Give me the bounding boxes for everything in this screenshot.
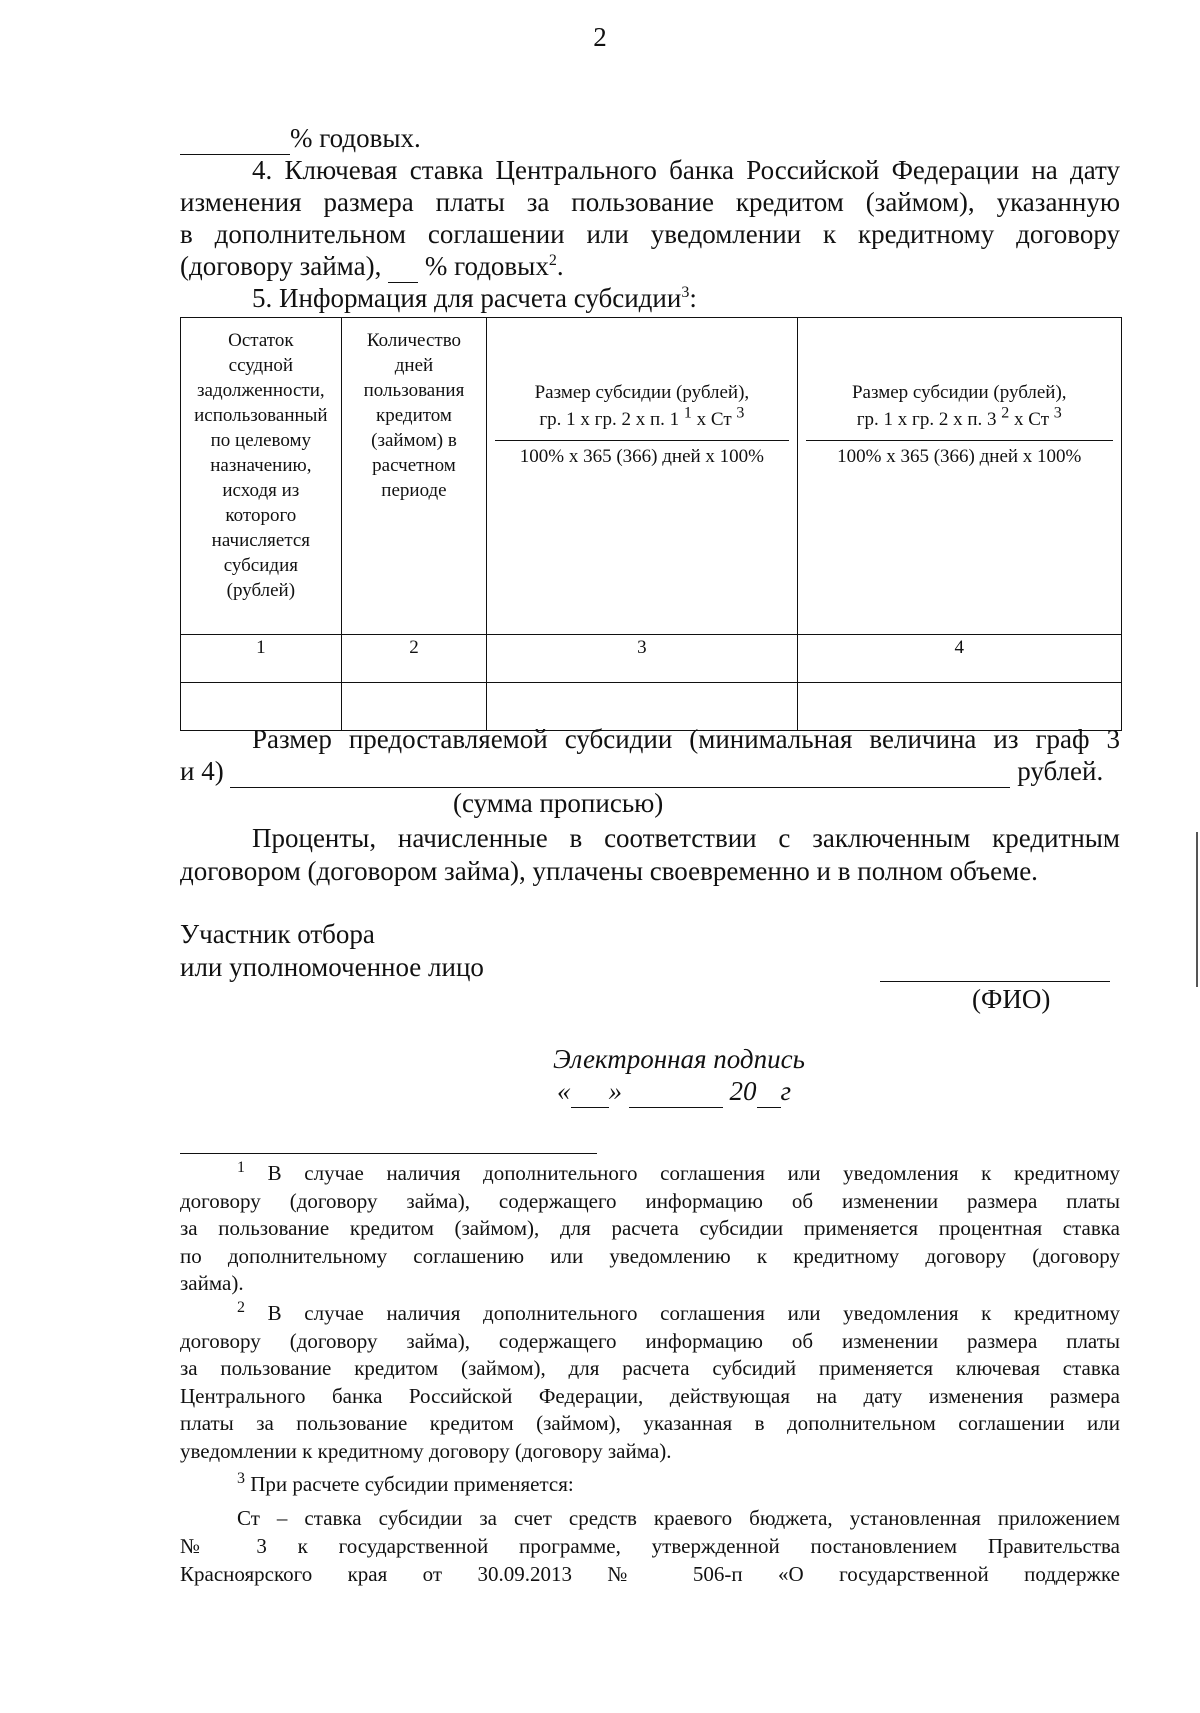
month-blank <box>629 1076 723 1108</box>
signatory-label: Участник отбора <box>180 919 375 949</box>
item4-line: изменения размера платы за пользование кредитом (займом), указанную <box>180 187 1120 217</box>
footnote-mark: 1 <box>237 1159 245 1176</box>
footnote-separator <box>180 1153 597 1154</box>
amount-blank-field <box>230 755 1010 788</box>
item4-last-line: (договору займа), % годовых$^2$. <box>180 251 564 281</box>
col2-header: Количество дней пользования кредитом (займом) в расчетном периоде <box>341 318 487 635</box>
item4-line: 4. Ключевая ставка Центрального банка Российской Федерации на дату <box>252 155 1120 185</box>
date-line: « » 20 г <box>557 1076 792 1106</box>
footnote-ref: 2 <box>548 252 557 269</box>
page-number: 2 <box>593 22 607 52</box>
col4-header: Размер субсидии (рублей), гр. 1 х гр. 2 х п. 3 $^2$ х Ст $^3$ 100% х 365 (366) дней х 100% <box>797 318 1121 635</box>
amount-caption: (сумма прописью) <box>453 788 664 818</box>
column-number: 1 <box>181 635 342 683</box>
column-number: 4 <box>797 635 1121 683</box>
day-blank <box>571 1076 609 1108</box>
column-number: 3 <box>487 635 797 683</box>
signatory-label: или уполномоченное лицо <box>180 952 484 982</box>
subsidy-amount-line: Размер предоставляемой субсидии (минимальная величина из граф 3 <box>252 724 1120 754</box>
year-blank <box>757 1076 781 1108</box>
e-signature-label: Электронная подпись <box>553 1044 805 1074</box>
fio-caption: (ФИО) <box>972 984 1051 1014</box>
item-5-title: 5. Информация для расчета субсидии$^3$: <box>252 283 697 313</box>
column-numbers-row <box>181 635 1122 683</box>
col3-header: Размер субсидии (рублей), гр. 1 х гр. 2 х п. 1 $^1$ х Ст $^3$ 100% х 365 (366) дней х 100% <box>487 318 797 635</box>
interest-line: договором (договором займа), уплачены своевременно и в полном объеме. <box>180 856 1038 886</box>
scan-margin-mark <box>1196 832 1198 987</box>
column-number: 2 <box>341 635 487 683</box>
blank-field <box>180 122 290 155</box>
blank-field <box>388 250 418 283</box>
footnote-ref: 3 <box>681 284 690 301</box>
table-header-row <box>181 318 1122 635</box>
percent-annual-line: % годовых. <box>180 122 1120 155</box>
interest-line: Проценты, начисленные в соответствии с заключенным кредитным <box>252 823 1120 853</box>
subsidy-calc-table <box>180 317 1122 731</box>
col1-header: Остаток ссудной задолженности, использованный по целевому назначению, исходя из которого начисляется субсидия (рублей) <box>181 318 342 635</box>
signature-blank-line <box>880 981 1110 982</box>
footnote-mark: 3 <box>237 1470 245 1487</box>
footnote-mark: 2 <box>237 1299 245 1316</box>
subsidy-amount-line2: и 4) рублей. <box>180 756 1104 786</box>
item4-line: в дополнительном соглашении или уведомлении к кредитному договору <box>180 219 1120 249</box>
